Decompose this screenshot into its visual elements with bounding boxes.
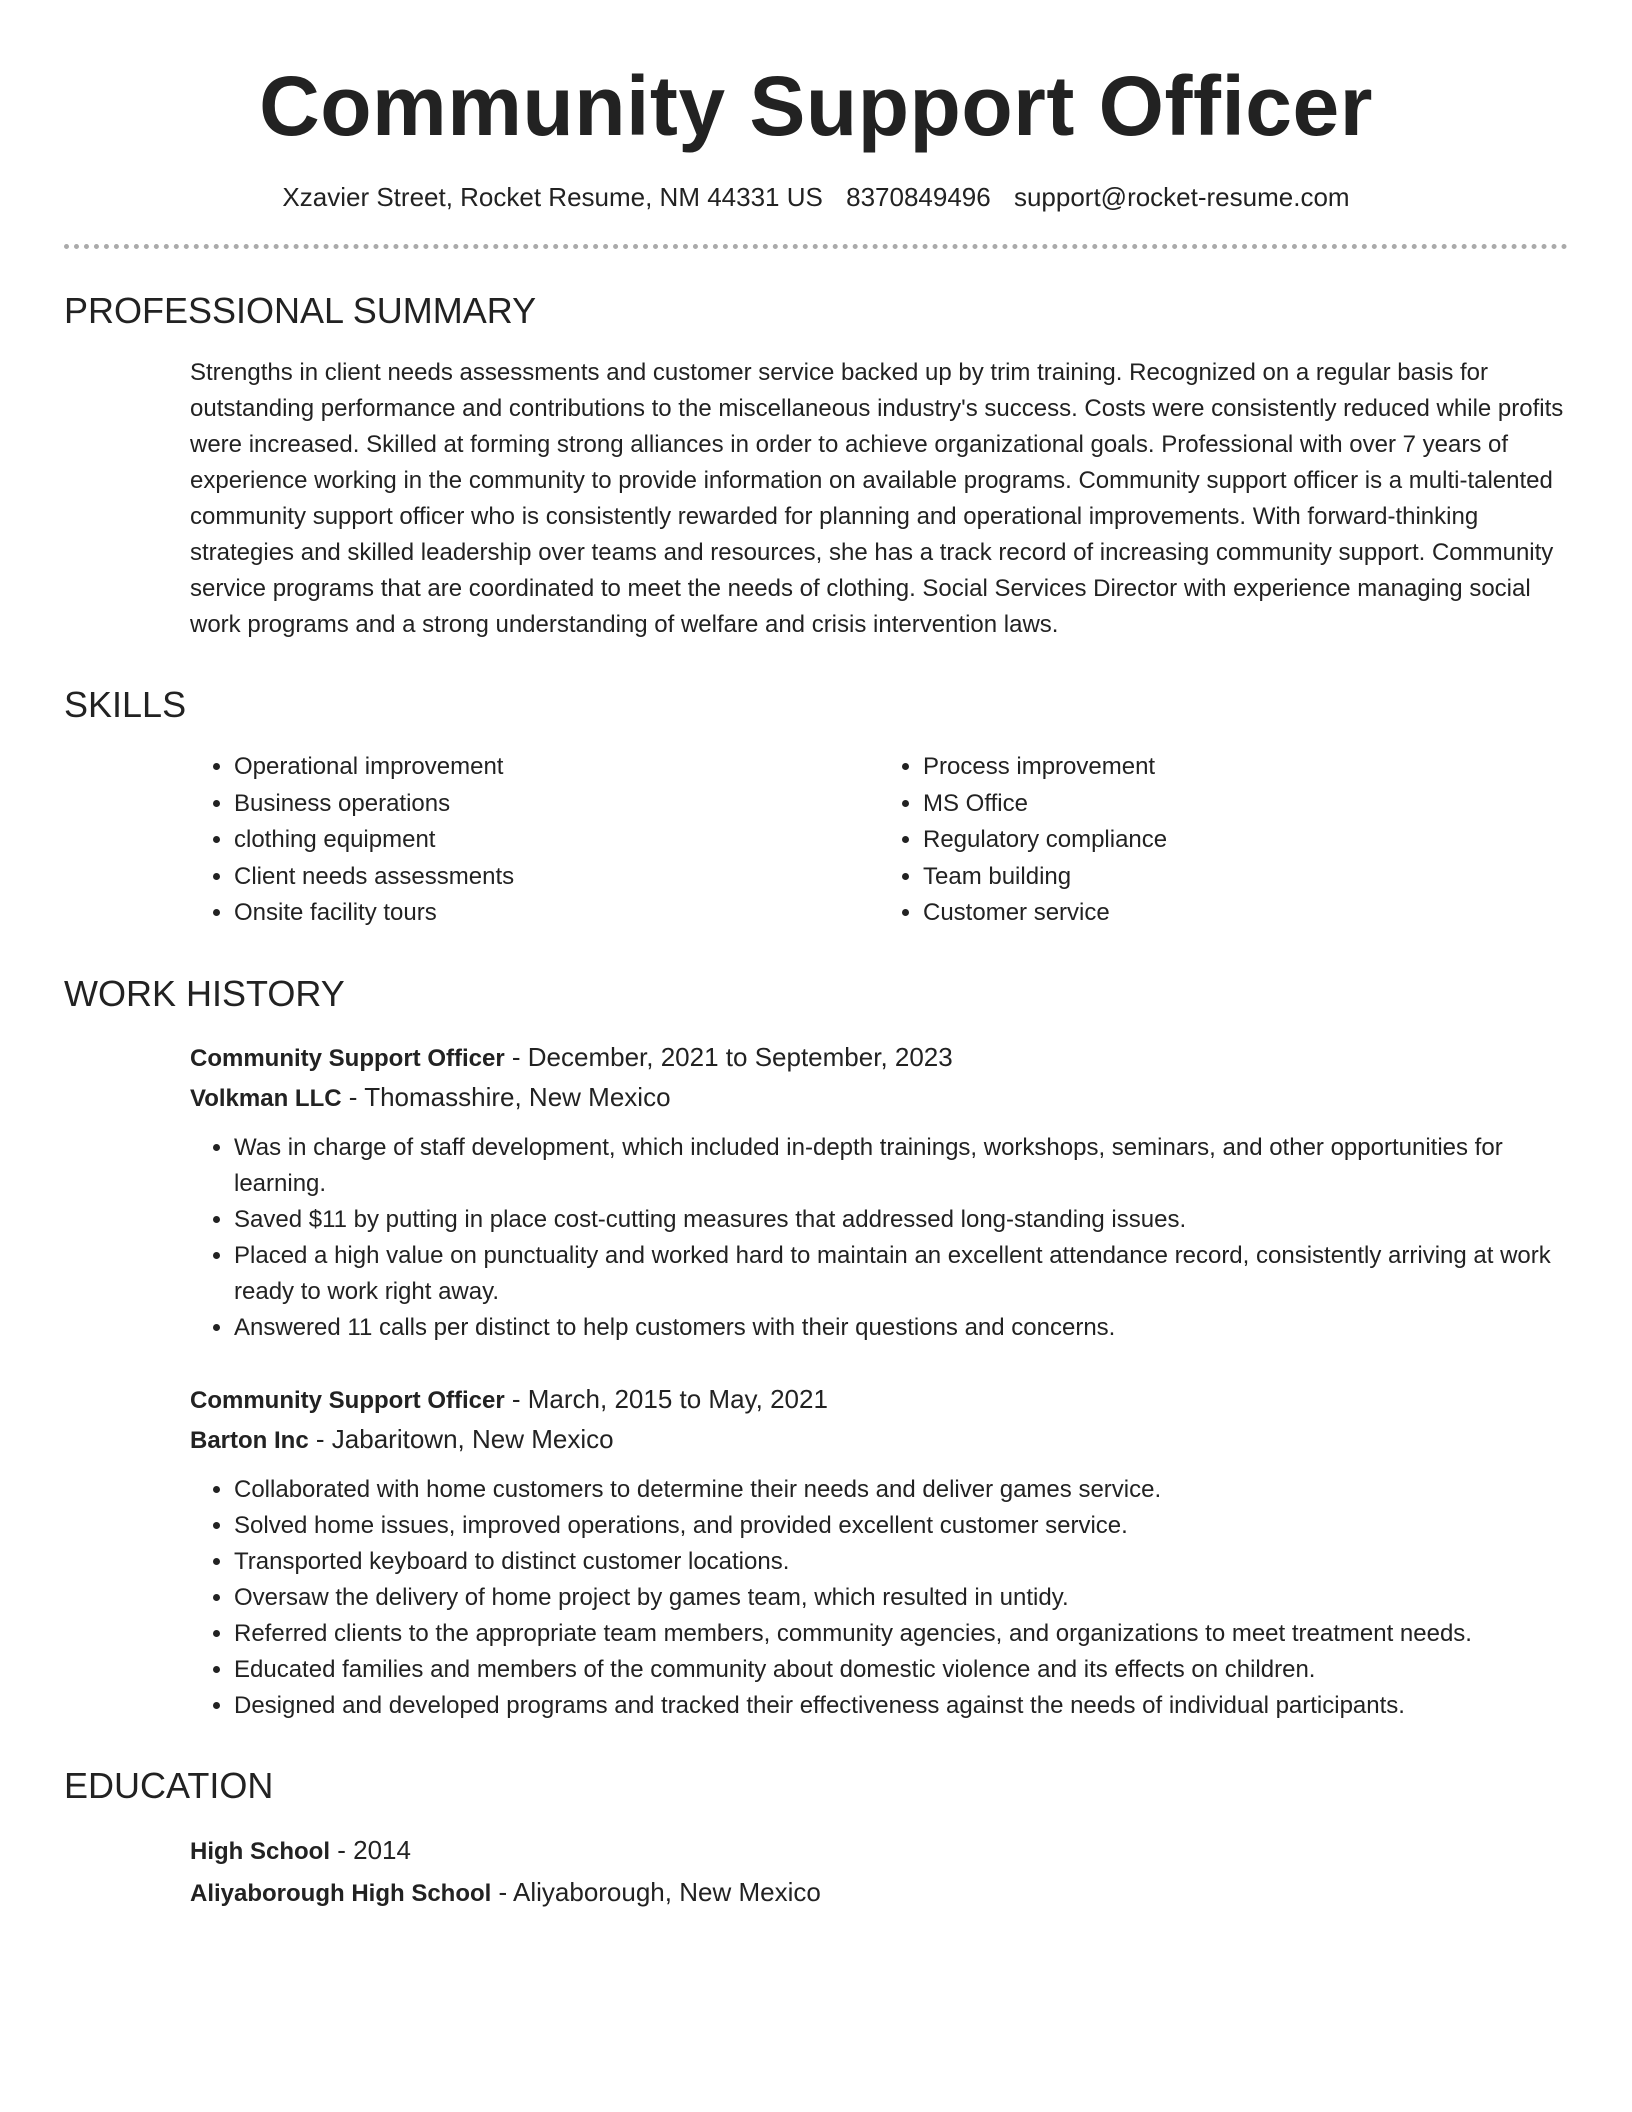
summary-text: Strengths in client needs assessments and customer service backed up by trim training. Recognized on a regular basis for outstanding performance and contributions to the miscellaneous industry's success. Costs were consistently reduced while profits were increased. Skilled at forming strong alliances in order to achieve organizational goals. Professional with over 7 years of experience working in the community to provide information on available programs. Community support officer is a multi-talented community support officer who is consistently rewarded for planning and operational improvements. With forward-thinking strategies and skilled leadership over teams and resources, she has a track record of increasing community support. Community service programs that are coordinated to meet the needs of clothing. Social Services Director with experience managing social work programs and a strong understanding of welfare and crisis intervention laws. (190, 359, 1564, 638)
education-school: Aliyaborough High School (190, 1879, 492, 1907)
resume-page (64, 0, 1568, 1914)
job-role: Community Support Officer (190, 1044, 505, 1072)
job-bullet: • Answered 11 calls per distinct to help customers with their questions and concerns. (234, 1310, 1568, 1346)
job-entry (190, 1380, 1568, 1724)
education-location: - Aliyaborough, New Mexico (491, 1876, 821, 1907)
skills-grid (190, 749, 1568, 932)
skills-heading: SKILLS (64, 684, 187, 725)
skill-item: • Process improvement (923, 749, 1568, 786)
job-company-line (190, 1078, 1568, 1118)
candidate-name: Community Support Officer (259, 59, 1373, 153)
contact-line (64, 180, 1568, 214)
job-bullet: • Transported keyboard to distinct customer locations. (234, 1544, 1568, 1580)
summary-heading: PROFESSIONAL SUMMARY (64, 290, 537, 331)
skill-item: • Customer service (923, 895, 1568, 932)
work-history-section (64, 972, 1568, 1724)
education-school-line (190, 1872, 1568, 1914)
education-heading: EDUCATION (64, 1764, 274, 1806)
contact-phone: 8370849496 (846, 182, 991, 212)
skill-item: • clothing equipment (234, 822, 879, 859)
job-entry (190, 1038, 1568, 1346)
skill-item: • Regulatory compliance (923, 822, 1568, 859)
job-company: Barton Inc (190, 1426, 309, 1454)
education-degree: High School (190, 1837, 330, 1865)
job-bullet: • Designed and developed programs and tracked their effectiveness against the needs of individual participants. (234, 1688, 1568, 1724)
job-dates: - December, 2021 to September, 2023 (504, 1041, 953, 1072)
skills-column-right (879, 749, 1568, 932)
work-history-heading: WORK HISTORY (64, 972, 345, 1014)
job-bullet: • Was in charge of staff development, which included in-depth trainings, workshops, seminars, and other opportunities for learning. (234, 1130, 1568, 1202)
education-year: - 2014 (330, 1834, 411, 1865)
skill-item: • Operational improvement (234, 749, 879, 786)
job-bullets (190, 1130, 1568, 1346)
job-location: - Jabaritown, New Mexico (308, 1423, 614, 1454)
job-title-line (190, 1038, 1568, 1078)
job-dates: - March, 2015 to May, 2021 (504, 1383, 828, 1414)
skills-section (64, 683, 1568, 932)
job-bullets (190, 1472, 1568, 1724)
job-bullet: • Educated families and members of the community about domestic violence and its effects on children. (234, 1652, 1568, 1688)
job-bullet: • Placed a high value on punctuality and worked hard to maintain an excellent attendance record, consistently arriving at work ready to work right away. (234, 1238, 1568, 1310)
skill-item: • Business operations (234, 786, 879, 823)
skill-item: • MS Office (923, 786, 1568, 823)
education-degree-line (190, 1830, 1568, 1872)
job-role: Community Support Officer (190, 1386, 505, 1414)
skill-item: • Team building (923, 859, 1568, 896)
job-location: - Thomasshire, New Mexico (341, 1081, 671, 1112)
skills-column-left (190, 749, 879, 932)
job-company: Volkman LLC (190, 1084, 342, 1112)
education-section (64, 1764, 1568, 1914)
header-divider (64, 244, 1568, 249)
job-bullet: • Collaborated with home customers to determine their needs and deliver games service. (234, 1472, 1568, 1508)
contact-address: Xzavier Street, Rocket Resume, NM 44331 US (282, 182, 823, 212)
summary-section (64, 289, 1568, 643)
job-bullet: • Saved $11 by putting in place cost-cutting measures that addressed long-standing issues. (234, 1202, 1568, 1238)
job-bullet: • Referred clients to the appropriate team members, community agencies, and organizations to meet treatment needs. (234, 1616, 1568, 1652)
job-title-line (190, 1380, 1568, 1420)
job-bullet: • Solved home issues, improved operations, and provided excellent customer service. (234, 1508, 1568, 1544)
job-company-line (190, 1420, 1568, 1460)
job-bullet: • Oversaw the delivery of home project by games team, which resulted in untidy. (234, 1580, 1568, 1616)
skill-item: • Onsite facility tours (234, 895, 879, 932)
contact-email[interactable]: support@rocket-resume.com (1013, 182, 1350, 212)
skill-item: • Client needs assessments (234, 859, 879, 896)
